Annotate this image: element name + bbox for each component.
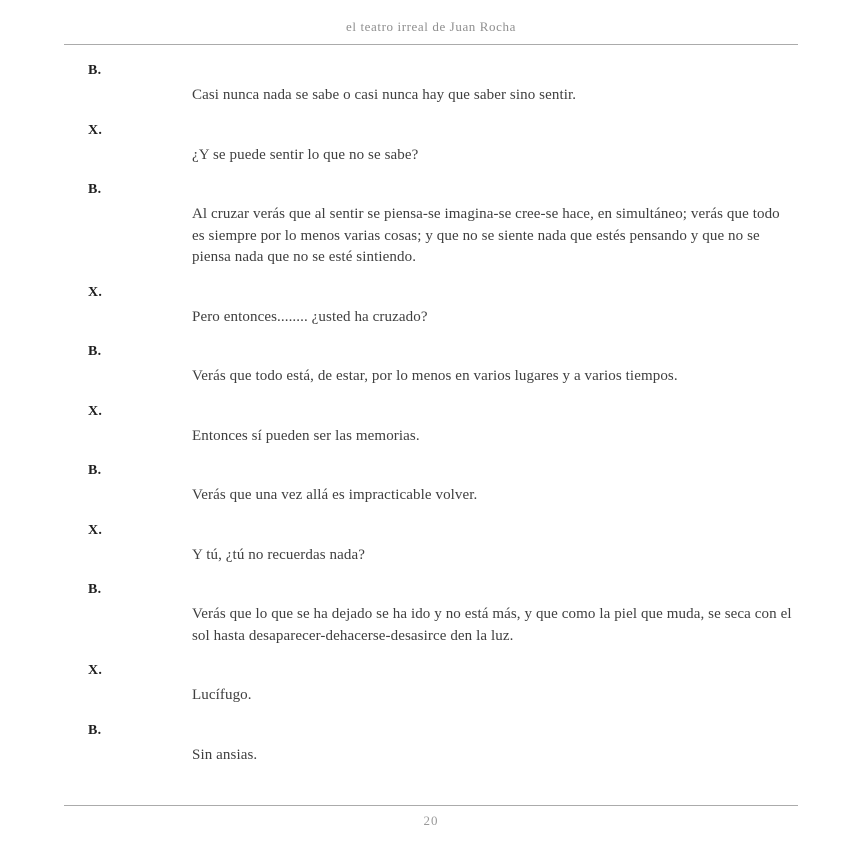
footer-rule xyxy=(64,805,798,806)
page-number: 20 xyxy=(423,813,439,828)
dialogue-block xyxy=(88,121,851,167)
dialogue-text: Verás que una vez allá es impracticable volver. xyxy=(192,487,478,503)
dialogue-text: Verás que todo está, de estar, por lo menos en varios lugares y a varios tiempos. xyxy=(192,368,678,384)
dialogue-block xyxy=(88,521,851,567)
dialogue-text: Y tú, ¿tú no recuerdas nada? xyxy=(192,546,365,563)
speaker-label: X. xyxy=(88,403,103,419)
speaker-label: B. xyxy=(88,582,102,597)
dialogue-text: Pero entonces........ ¿usted ha cruzado? xyxy=(192,308,428,325)
speaker-label: X. xyxy=(88,122,103,138)
speaker-label: X. xyxy=(88,663,103,678)
dialogue-block xyxy=(88,661,851,707)
dialogue-block xyxy=(88,342,851,388)
dialogue-text: Casi nunca nada se sabe o casi nunca hay que saber sino sentir. xyxy=(192,87,577,103)
page-footer xyxy=(64,805,798,829)
dialogue-block xyxy=(88,461,851,507)
speaker-label: B. xyxy=(88,63,102,78)
speaker-label: B. xyxy=(88,722,102,738)
speaker-label: X. xyxy=(88,284,103,300)
speaker-label: B. xyxy=(88,344,102,359)
dialogue-text: Entonces sí pueden ser las memorias. xyxy=(192,427,420,444)
dialogue-text: Lucífugo. xyxy=(192,687,252,703)
dialogue-block xyxy=(88,580,851,647)
dialogue-block xyxy=(88,180,851,269)
dialogue-text: Al cruzar verás que al sentir se piensa-se imagina-se cree-se hace, en simultáneo; verás que todo es siempre por lo menos varias cosas; y que no se siente nada que estés pensando y que no se piensa nada que no se esté sintiendo. xyxy=(192,206,780,265)
dialogue-area xyxy=(0,61,851,766)
dialogue-block xyxy=(88,402,851,448)
dialogue-text: Verás que lo que se ha dejado se ha ido y no está más, y que como la piel que muda, se seca con el sol hasta desaparecer-dehacerse-desasirce den la luz. xyxy=(192,606,792,644)
speaker-label: X. xyxy=(88,522,103,538)
dialogue-block xyxy=(88,721,851,767)
speaker-label: B. xyxy=(88,463,102,478)
dialogue-block xyxy=(88,61,851,107)
dialogue-text: Sin ansias. xyxy=(192,746,258,763)
header-rule xyxy=(64,44,798,45)
running-title: el teatro irreal de Juan Rocha xyxy=(346,19,516,34)
dialogue-block xyxy=(88,283,851,329)
dialogue-text: ¿Y se puede sentir lo que no se sabe? xyxy=(192,146,419,163)
speaker-label: B. xyxy=(88,182,102,197)
page-header xyxy=(0,0,851,45)
